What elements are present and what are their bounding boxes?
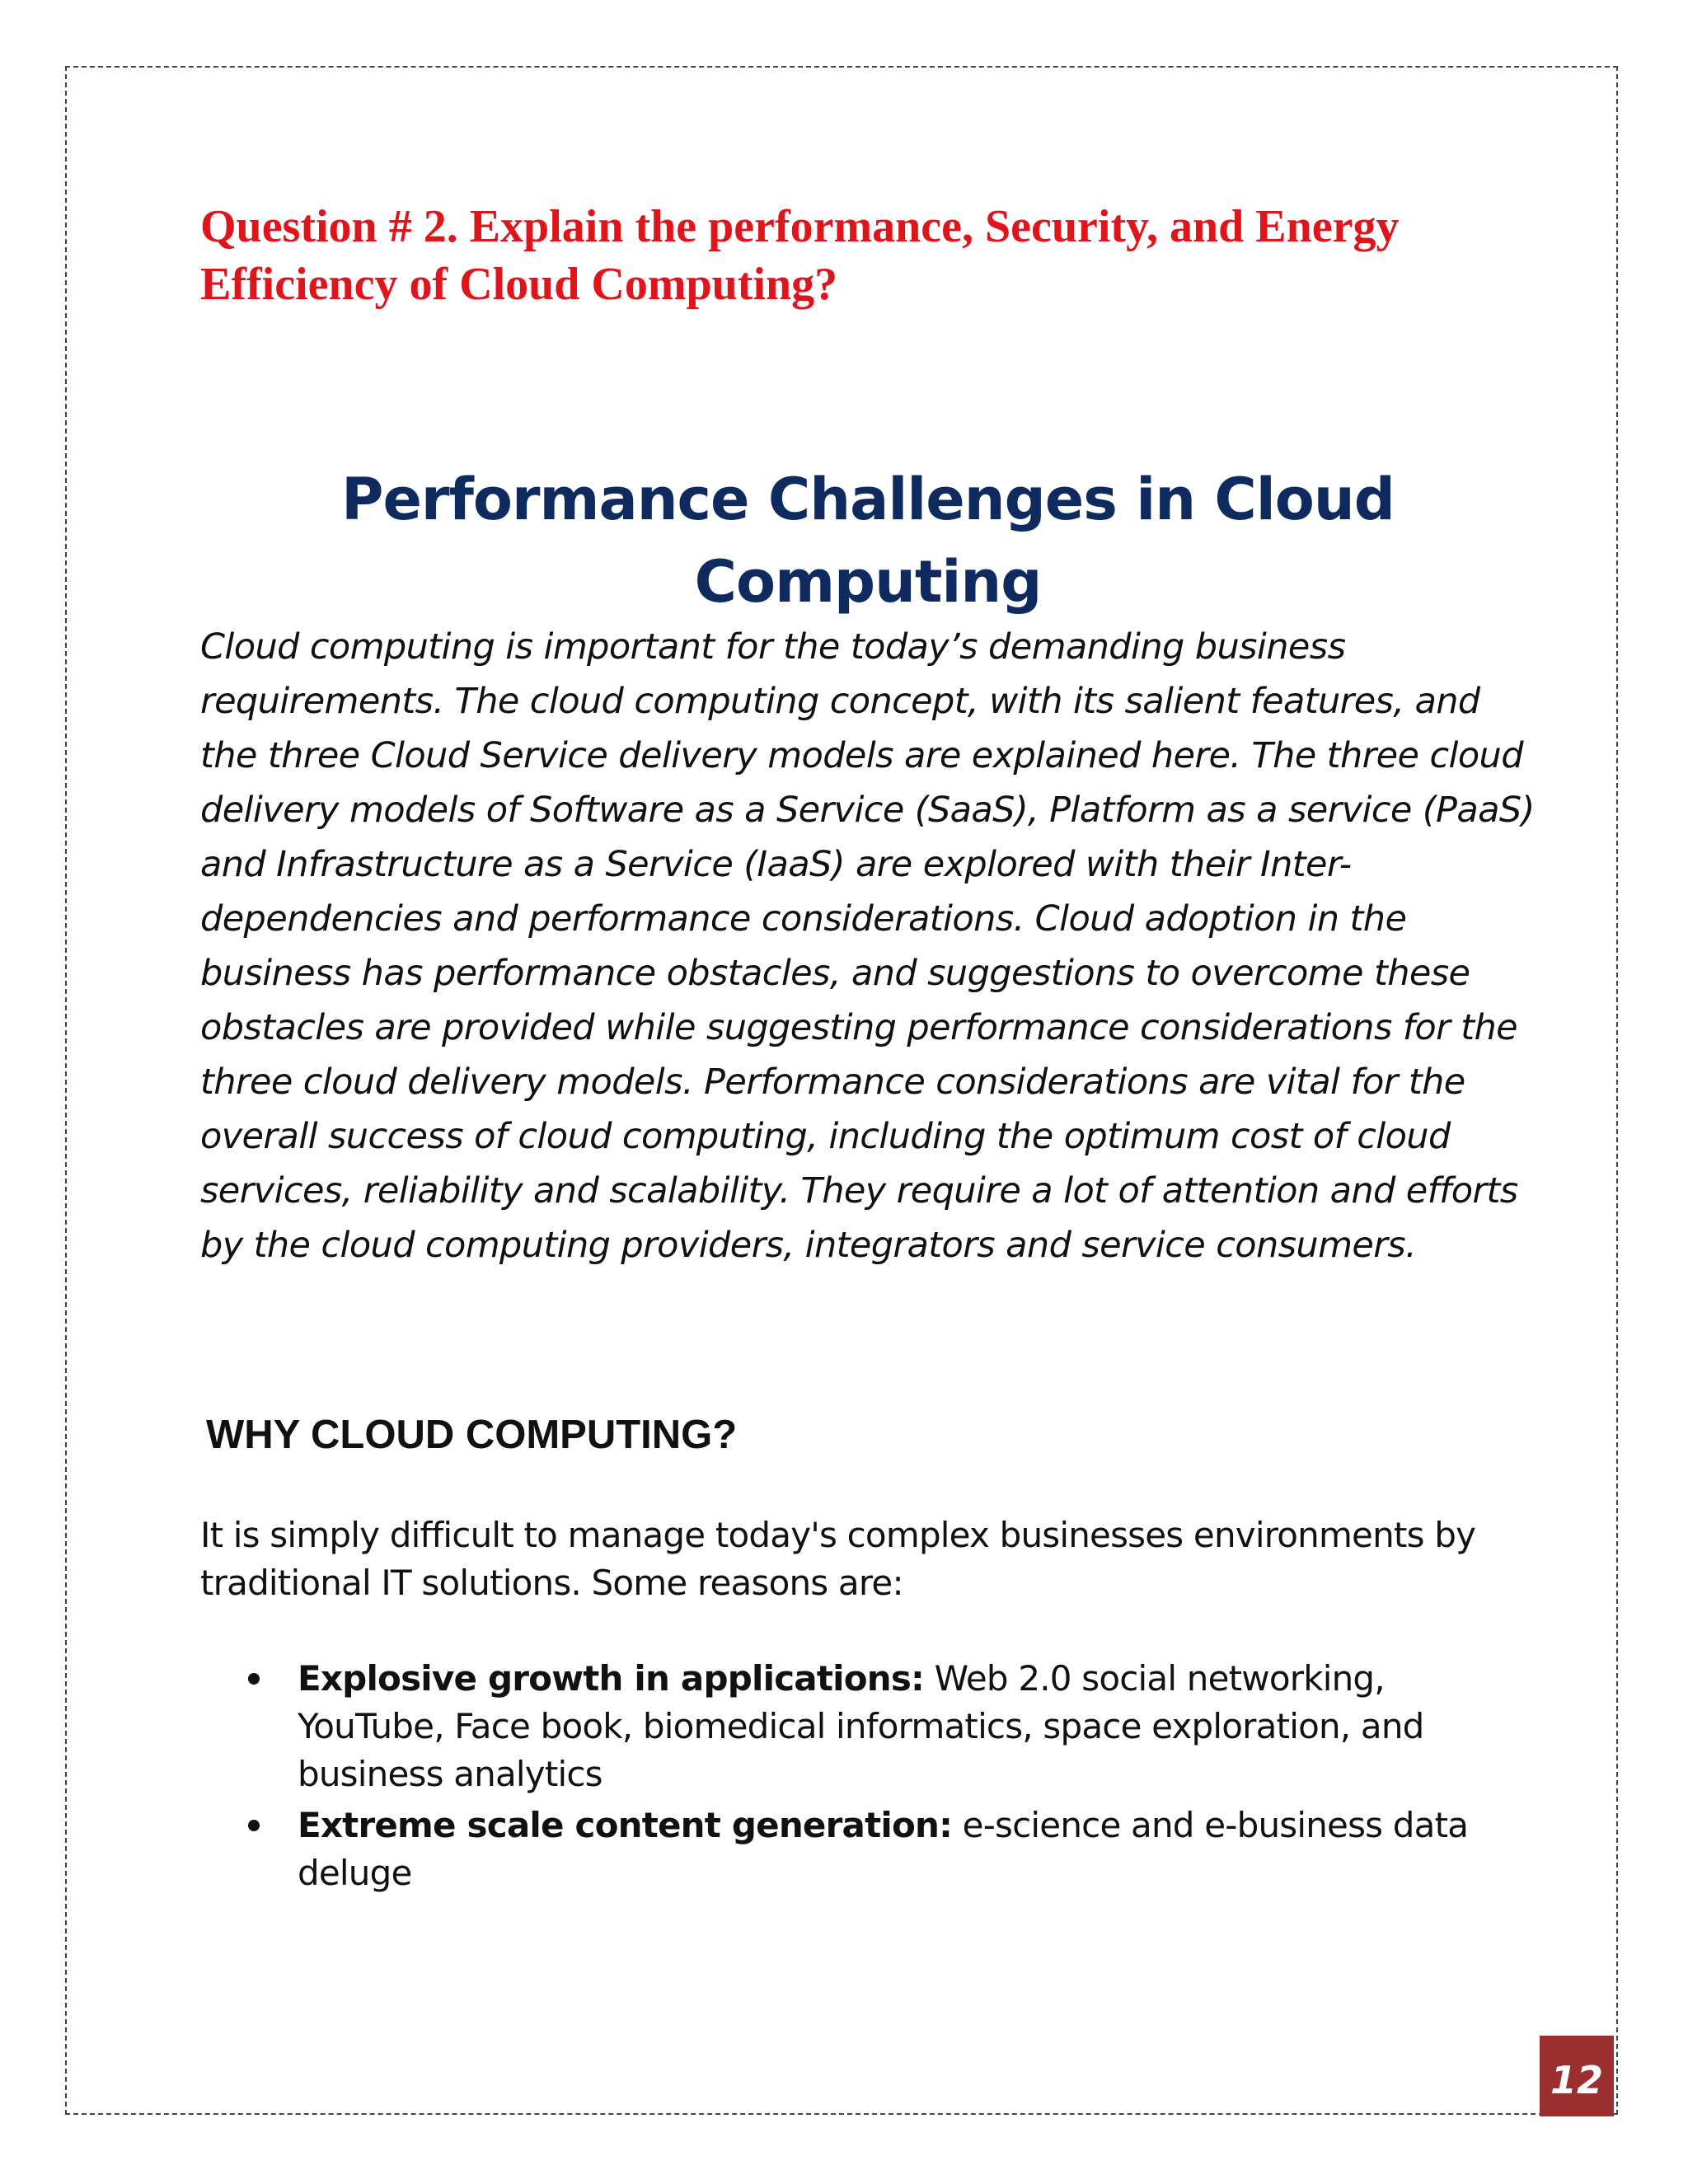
bullet-icon <box>248 1673 260 1685</box>
bullet-icon <box>248 1820 260 1831</box>
section-title: Performance Challenges in Cloud Computing <box>341 466 1395 616</box>
bullet-text: Web 2.0 social networking, YouTube, Face book, biomedical informatics, space exploration, and business analytics <box>298 1658 1424 1794</box>
bullet-text: e-science and e-business data deluge <box>298 1805 1469 1893</box>
list-item <box>200 1655 1486 1798</box>
page-number: 12 <box>1550 2058 1603 2102</box>
reasons-lead-paragraph: It is simply difficult to manage today's complex businesses environments by traditional IT solutions. Some reasons are: <box>200 1515 1476 1603</box>
bullet-term: Explosive growth in applications: <box>298 1658 925 1699</box>
list-item <box>200 1802 1486 1897</box>
bullet-term: Extreme scale content generation: <box>298 1805 953 1845</box>
question-heading: Question # 2. Explain the performance, Security, and Energy Efficiency of Cloud Computing? <box>200 201 1400 310</box>
intro-paragraph: Cloud computing is important for the today’s demanding business requirements. The cloud computing concept, with its salient features, and the three Cloud Service delivery models are explained here. The three cloud delivery models of Software as a Service (SaaS), Platform as a service (PaaS) and Infrastructure as a Service (IaaS) are explored with their Inter-dependencies and performance considerations. Cloud adoption in the business has performance obstacles, and suggestions to overcome these obstacles are provided while suggesting performance considerations for the three cloud delivery models. Performance considerations are vital for the overall success of cloud computing, including the optimum cost of cloud services, reliability and scalability. They require a lot of attention and efforts by the cloud computing providers, integrators and service consumers. <box>200 626 1535 1266</box>
why-cloud-heading: WHY CLOUD COMPUTING? <box>206 1413 738 1457</box>
reasons-list <box>200 1655 1486 1900</box>
